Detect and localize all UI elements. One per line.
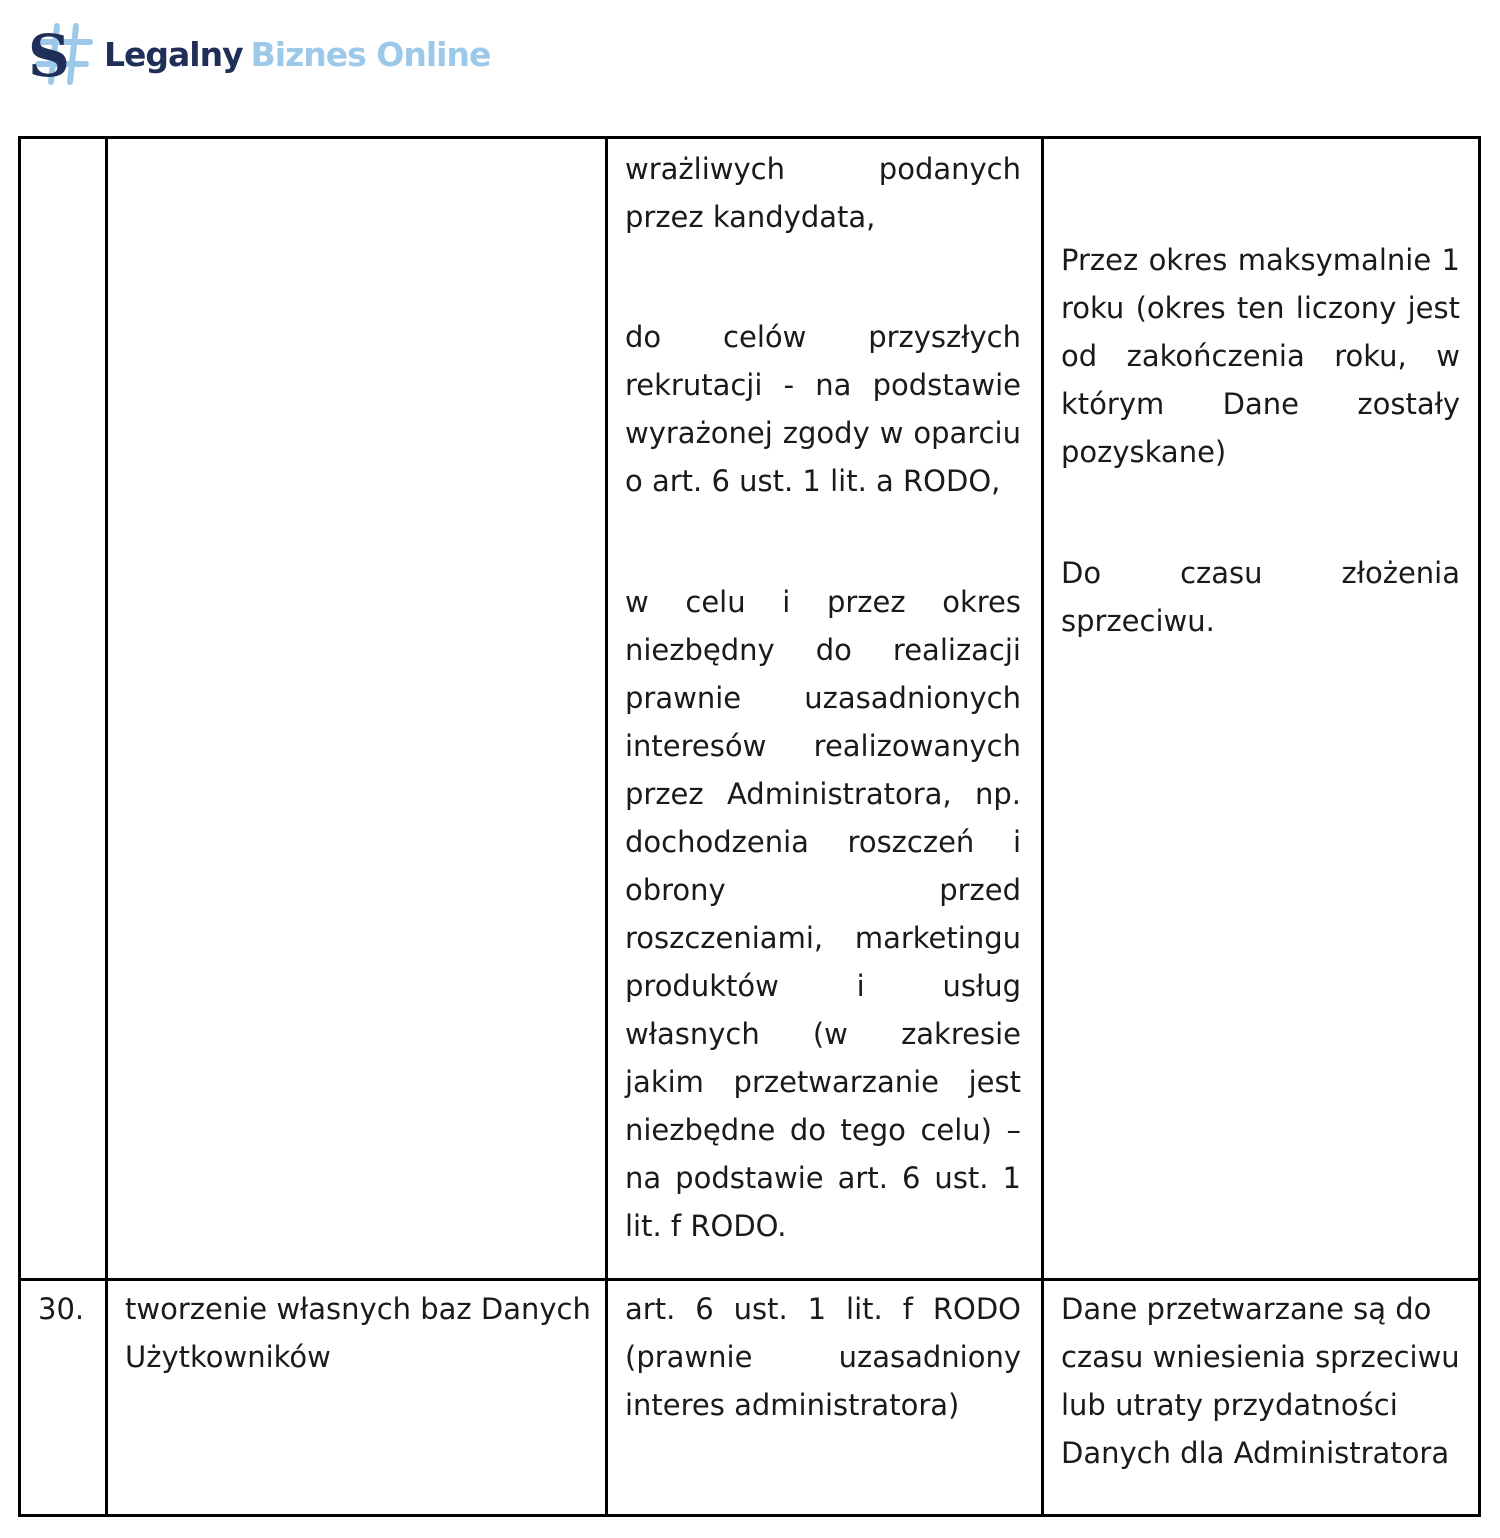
legal-basis-paragraph: art. 6 ust. 1 lit. f RODO (prawnie uzasadniony interes administratora) <box>625 1292 1021 1422</box>
retention-period-paragraph: Przez okres maksymalnie 1 roku (okres ten liczony jest od zakończenia roku, w którym Dane zostały pozyskane) <box>1061 243 1460 469</box>
retention-period-cell <box>1043 1280 1480 1516</box>
table-row <box>20 138 1480 1280</box>
legal-basis-cell <box>607 138 1043 1280</box>
row-number-cell <box>20 1280 107 1516</box>
retention-period-cell <box>1043 138 1480 1280</box>
purpose-cell <box>107 138 607 1280</box>
legal-basis-cell <box>607 1280 1043 1516</box>
brand-logo <box>24 22 490 86</box>
row-number: 30. <box>38 1292 85 1326</box>
retention-period-paragraph: Do czasu złożenia sprzeciwu. <box>1061 556 1460 638</box>
legal-basis-paragraph: w celu i przez okres niezbędny do realizacji prawnie uzasadnionych interesów realizowanych przez Administratora, np. dochodzenia roszczeń i obrony przed roszczeniami, marketingu produktów i usług własnych (w zakresie jakim przetwarzanie jest niezbędne do tego celu) – na podstawie art. 6 ust. 1 lit. f RODO. <box>625 585 1021 1243</box>
brand-name-light: Biznes Online <box>250 34 491 74</box>
brand-name-dark: Legalny <box>104 34 243 74</box>
brand-name <box>104 35 490 74</box>
legal-basis-paragraph: wrażliwych podanych przez kandydata, <box>625 152 1021 234</box>
retention-period-paragraph: Dane przetwarzane są do czasu wniesienia sprzeciwu lub utraty przydatności Danych dla Administratora <box>1061 1292 1460 1470</box>
svg-text:S: S <box>28 22 70 86</box>
purpose-cell <box>107 1280 607 1516</box>
hashtag-s-logo-icon <box>24 22 94 86</box>
table-row <box>20 1280 1480 1516</box>
data-processing-table <box>18 136 1481 1517</box>
row-number-cell <box>20 138 107 1280</box>
legal-basis-paragraph: do celów przyszłych rekrutacji - na podstawie wyrażonej zgody w oparciu o art. 6 ust. 1 lit. a RODO, <box>625 320 1021 498</box>
purpose-text: tworzenie własnych baz Danych Użytkowników <box>125 1292 591 1374</box>
